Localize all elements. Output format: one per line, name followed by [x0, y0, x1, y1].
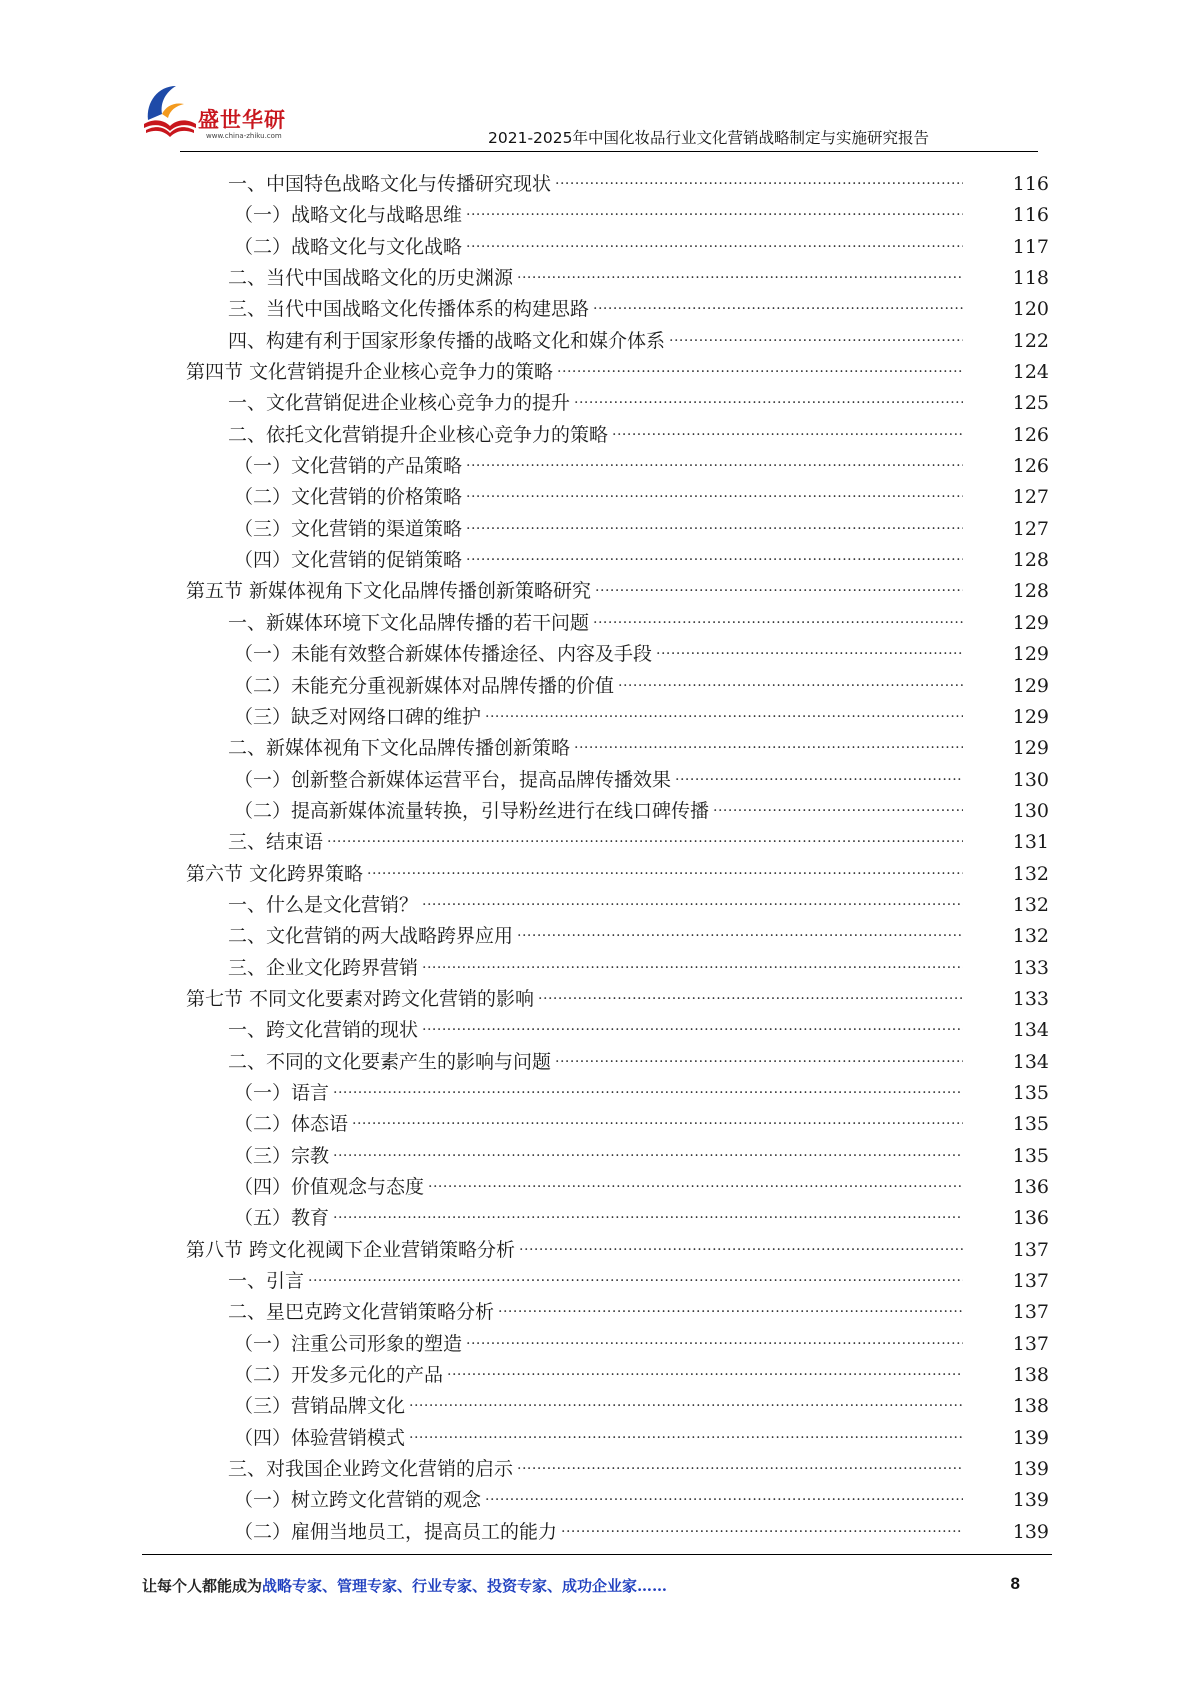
- toc-entry-page: 128: [1012, 580, 1049, 603]
- toc-entry-page: 132: [1012, 862, 1049, 885]
- toc-entry[interactable]: [0, 378, 1191, 415]
- toc-dot-leader: [333, 1131, 963, 1162]
- toc-dot-leader: [675, 755, 963, 786]
- toc-entry-page: 116: [1012, 173, 1049, 195]
- toc-dot-leader: [557, 347, 963, 378]
- toc-entry-title: （二）未能充分重视新媒体对品牌传播的价值: [234, 674, 615, 697]
- toc-dot-leader: [713, 786, 963, 817]
- toc-entry-page: 133: [1012, 987, 1049, 1010]
- toc-dot-leader: [466, 535, 963, 566]
- toc-entry-title: （五）教育: [234, 1207, 330, 1230]
- toc-dot-leader: [409, 1381, 963, 1412]
- toc-dot-leader: [555, 1037, 963, 1068]
- toc-dot-leader: [422, 1005, 963, 1036]
- toc-dot-leader: [367, 849, 963, 880]
- toc-dot-leader: [612, 410, 963, 441]
- toc-dot-leader: [498, 1287, 963, 1318]
- toc-entry-title: （四）文化营销的促销策略: [234, 549, 463, 572]
- toc-dot-leader: [409, 1413, 963, 1444]
- toc-entry[interactable]: [0, 284, 1191, 321]
- toc-entry-title: （一）语言: [234, 1081, 330, 1104]
- toc-entry-title: 二、星巴克跨文化营销策略分析: [228, 1301, 495, 1324]
- toc-entry[interactable]: [0, 1068, 1191, 1104]
- toc-entry-title: （二）文化营销的价格策略: [234, 486, 463, 509]
- toc-dot-leader: [485, 692, 963, 723]
- toc-entry[interactable]: [0, 504, 1191, 540]
- toc-dot-leader: [669, 316, 963, 347]
- header-divider: [180, 151, 1038, 152]
- toc-dot-leader: [466, 472, 963, 503]
- toc-dot-leader: [555, 159, 963, 190]
- toc-entry-page: 132: [1012, 893, 1049, 916]
- toc-entry[interactable]: [0, 1287, 1191, 1324]
- toc-entry-page: 137: [1012, 1270, 1049, 1293]
- toc-entry[interactable]: [0, 1507, 1191, 1543]
- toc-entry[interactable]: [0, 253, 1191, 290]
- toc-entry-page: 117: [1012, 235, 1049, 258]
- toc-entry-title: 一、引言: [228, 1270, 305, 1293]
- toc-entry-page: 137: [1012, 1238, 1049, 1261]
- toc-entry-page: 126: [1012, 455, 1049, 478]
- toc-entry-page: 120: [1012, 298, 1049, 321]
- toc-entry-title: 三、结束语: [228, 831, 324, 854]
- toc-entry[interactable]: [0, 692, 1191, 728]
- toc-entry-page: 136: [1012, 1207, 1049, 1230]
- toc-dot-leader: [466, 504, 963, 535]
- toc-entry-title: （三）缺乏对网络口碑的维护: [234, 705, 482, 728]
- toc-entry[interactable]: [0, 566, 1191, 603]
- toc-entry[interactable]: [0, 755, 1191, 791]
- toc-entry-page: 129: [1012, 737, 1049, 760]
- toc-entry-page: 135: [1012, 1081, 1049, 1104]
- toc-dot-leader: [517, 1444, 963, 1475]
- toc-entry-title: （一）注重公司形象的塑造: [234, 1332, 463, 1355]
- toc-entry-page: 136: [1012, 1176, 1049, 1198]
- toc-entry[interactable]: [0, 880, 1191, 916]
- toc-dot-leader: [538, 974, 963, 1005]
- toc-entry[interactable]: [0, 347, 1191, 384]
- toc-entry[interactable]: [0, 723, 1191, 760]
- toc-entry[interactable]: [0, 1131, 1191, 1167]
- toc-entry[interactable]: [0, 472, 1191, 509]
- toc-entry-title: 第八节 跨文化视阈下企业营销策略分析: [186, 1238, 516, 1261]
- toc-entry-title: （二）开发多元化的产品: [234, 1364, 444, 1387]
- toc-entry-title: 三、企业文化跨界营销: [228, 956, 419, 979]
- toc-entry-page: 124: [1012, 361, 1049, 384]
- toc-dot-leader: [466, 1319, 963, 1350]
- toc-entry[interactable]: [0, 410, 1191, 446]
- toc-entry-page: 129: [1012, 674, 1049, 697]
- toc-dot-leader: [485, 1475, 963, 1506]
- toc-entry-title: 第四节 文化营销提升企业核心竞争力的策略: [186, 361, 554, 384]
- toc-dot-leader: [422, 943, 963, 974]
- toc-dot-leader: [574, 723, 963, 754]
- toc-entry[interactable]: [0, 1256, 1191, 1293]
- toc-entry-title: （四）体验营销模式: [234, 1426, 406, 1449]
- toc-entry-page: 126: [1012, 423, 1049, 446]
- toc-dot-leader: [595, 566, 963, 597]
- toc-entry-title: （二）战略文化与文化战略: [234, 235, 463, 258]
- toc-entry[interactable]: [0, 629, 1191, 666]
- toc-entry-page: 130: [1012, 768, 1049, 791]
- page-number: 8: [1010, 1574, 1020, 1593]
- toc-entry-page: 128: [1012, 549, 1049, 572]
- toc-entry-page: 139: [1012, 1458, 1049, 1481]
- toc-dot-leader: [561, 1507, 963, 1538]
- toc-dot-leader: [656, 629, 963, 660]
- footer-slogan-prefix: 让每个人都能成为: [142, 1577, 263, 1595]
- toc-entry-page: 134: [1012, 1050, 1049, 1073]
- toc-dot-leader: [422, 880, 963, 911]
- logo-url: www.china-zhiku.com: [206, 132, 282, 140]
- toc-entry-title: 二、文化营销的两大战略跨界应用: [228, 925, 514, 948]
- footer-divider: [142, 1554, 1052, 1555]
- toc-entry-page: 122: [1012, 329, 1049, 352]
- logo-name: 盛世华研: [198, 108, 286, 132]
- toc-entry-title: （三）文化营销的渠道策略: [234, 517, 463, 540]
- toc-entry-title: 二、不同的文化要素产生的影响与问题: [228, 1050, 552, 1073]
- toc-entry-title: （一）创新整合新媒体运营平台，提高品牌传播效果: [234, 768, 672, 791]
- toc-entry[interactable]: [0, 1099, 1191, 1136]
- toc-dot-leader: [447, 1350, 963, 1381]
- toc-entry[interactable]: [0, 1193, 1191, 1230]
- toc-entry-page: 129: [1012, 643, 1049, 666]
- toc-entry[interactable]: [0, 1037, 1191, 1073]
- toc-entry-page: 139: [1012, 1426, 1049, 1449]
- toc-dot-leader: [333, 1068, 963, 1099]
- toc-entry[interactable]: [0, 222, 1191, 258]
- toc-entry[interactable]: [0, 1413, 1191, 1449]
- toc-entry-page: 139: [1012, 1520, 1049, 1543]
- toc-entry-title: （四）价值观念与态度: [234, 1176, 425, 1198]
- toc-entry[interactable]: [0, 190, 1191, 227]
- table-of-contents: [0, 159, 1191, 1543]
- toc-entry-title: （三）营销品牌文化: [234, 1395, 406, 1418]
- toc-entry-title: （一）战略文化与战略思维: [234, 204, 463, 227]
- toc-entry-page: 138: [1012, 1395, 1049, 1418]
- toc-dot-leader: [428, 1162, 963, 1193]
- toc-entry[interactable]: [0, 1225, 1191, 1261]
- toc-entry-title: （一）树立跨文化营销的观念: [234, 1489, 482, 1512]
- toc-dot-leader: [517, 253, 963, 284]
- toc-entry-page: 135: [1012, 1113, 1049, 1136]
- toc-entry[interactable]: [0, 316, 1191, 352]
- toc-entry-page: 129: [1012, 705, 1049, 728]
- toc-entry[interactable]: [0, 598, 1191, 634]
- toc-entry[interactable]: [0, 535, 1191, 572]
- toc-entry-page: 129: [1012, 611, 1049, 634]
- toc-entry[interactable]: [0, 786, 1191, 822]
- toc-entry[interactable]: [0, 441, 1191, 478]
- toc-dot-leader: [517, 911, 963, 942]
- toc-entry-page: 132: [1012, 925, 1049, 948]
- toc-entry-title: 一、新媒体环境下文化品牌传播的若干问题: [228, 611, 590, 634]
- toc-dot-leader: [352, 1099, 963, 1130]
- footer-slogan-highlight: 战略专家、管理专家、行业专家、投资专家、成功企业家……: [262, 1577, 668, 1595]
- toc-entry-page: 137: [1012, 1332, 1049, 1355]
- toc-entry-page: 127: [1012, 486, 1049, 509]
- company-logo: [140, 80, 310, 150]
- toc-entry[interactable]: [0, 849, 1191, 885]
- toc-entry-title: 二、依托文化营销提升企业核心竞争力的策略: [228, 423, 609, 446]
- toc-entry-title: （二）体态语: [234, 1113, 349, 1136]
- toc-entry-page: 125: [1012, 392, 1049, 415]
- toc-dot-leader: [308, 1256, 963, 1287]
- toc-entry[interactable]: [0, 1475, 1191, 1512]
- toc-entry[interactable]: [0, 974, 1191, 1010]
- toc-dot-leader: [593, 598, 963, 629]
- toc-entry-title: 一、中国特色战略文化与传播研究现状: [228, 173, 552, 195]
- toc-entry-page: 135: [1012, 1144, 1049, 1167]
- toc-dot-leader: [333, 1193, 963, 1224]
- toc-dot-leader: [466, 190, 963, 221]
- toc-entry-page: 118: [1012, 267, 1049, 290]
- toc-entry[interactable]: [0, 661, 1191, 697]
- toc-entry-title: （一）未能有效整合新媒体传播途径、内容及手段: [234, 643, 653, 666]
- toc-entry[interactable]: [0, 1444, 1191, 1481]
- toc-entry[interactable]: [0, 943, 1191, 979]
- toc-dot-leader: [466, 441, 963, 472]
- toc-entry-title: 三、对我国企业跨文化营销的启示: [228, 1458, 514, 1481]
- toc-entry[interactable]: [0, 1162, 1191, 1198]
- toc-entry-title: （一）文化营销的产品策略: [234, 455, 463, 478]
- toc-entry-page: 138: [1012, 1364, 1049, 1387]
- toc-entry-title: （二）提高新媒体流量转换，引导粉丝进行在线口碑传播: [234, 799, 710, 822]
- toc-entry-title: 四、构建有利于国家形象传播的战略文化和媒介体系: [228, 329, 666, 352]
- toc-dot-leader: [593, 284, 963, 315]
- toc-entry-title: （二）雇佣当地员工，提高员工的能力: [234, 1520, 558, 1543]
- toc-entry-page: 127: [1012, 517, 1049, 540]
- toc-entry[interactable]: [0, 159, 1191, 195]
- toc-entry-page: 133: [1012, 956, 1049, 979]
- toc-dot-leader: [618, 661, 963, 692]
- toc-entry-title: （三）宗教: [234, 1144, 330, 1167]
- toc-entry[interactable]: [0, 1350, 1191, 1387]
- toc-entry-page: 134: [1012, 1019, 1049, 1042]
- document-title: 2021-2025年中国化妆品行业文化营销战略制定与实施研究报告: [488, 129, 929, 147]
- toc-entry-title: 二、新媒体视角下文化品牌传播创新策略: [228, 737, 571, 760]
- toc-dot-leader: [466, 222, 963, 253]
- toc-entry-page: 137: [1012, 1301, 1049, 1324]
- toc-entry-title: 三、当代中国战略文化传播体系的构建思路: [228, 298, 590, 321]
- toc-entry-title: 一、跨文化营销的现状: [228, 1019, 419, 1042]
- toc-entry-page: 131: [1012, 831, 1049, 854]
- toc-entry-title: 二、当代中国战略文化的历史渊源: [228, 267, 514, 290]
- toc-entry-page: 116: [1012, 204, 1049, 227]
- book-swoosh-icon: [140, 80, 202, 142]
- toc-entry-page: 139: [1012, 1489, 1049, 1512]
- toc-dot-leader: [519, 1225, 963, 1256]
- toc-entry[interactable]: [0, 1005, 1191, 1042]
- toc-entry[interactable]: [0, 911, 1191, 948]
- toc-entry[interactable]: [0, 1381, 1191, 1418]
- toc-dot-leader: [574, 378, 963, 409]
- toc-entry-title: 第六节 文化跨界策略: [186, 862, 364, 885]
- toc-entry-title: 第五节 新媒体视角下文化品牌传播创新策略研究: [186, 580, 592, 603]
- toc-dot-leader: [327, 817, 963, 848]
- toc-entry-title: 一、什么是文化营销？: [228, 893, 419, 916]
- toc-entry[interactable]: [0, 817, 1191, 854]
- toc-entry-title: 一、文化营销促进企业核心竞争力的提升: [228, 392, 571, 415]
- footer-slogan: [142, 1575, 667, 1596]
- toc-entry[interactable]: [0, 1319, 1191, 1355]
- toc-entry-page: 130: [1012, 799, 1049, 822]
- toc-entry-title: 第七节 不同文化要素对跨文化营销的影响: [186, 987, 535, 1010]
